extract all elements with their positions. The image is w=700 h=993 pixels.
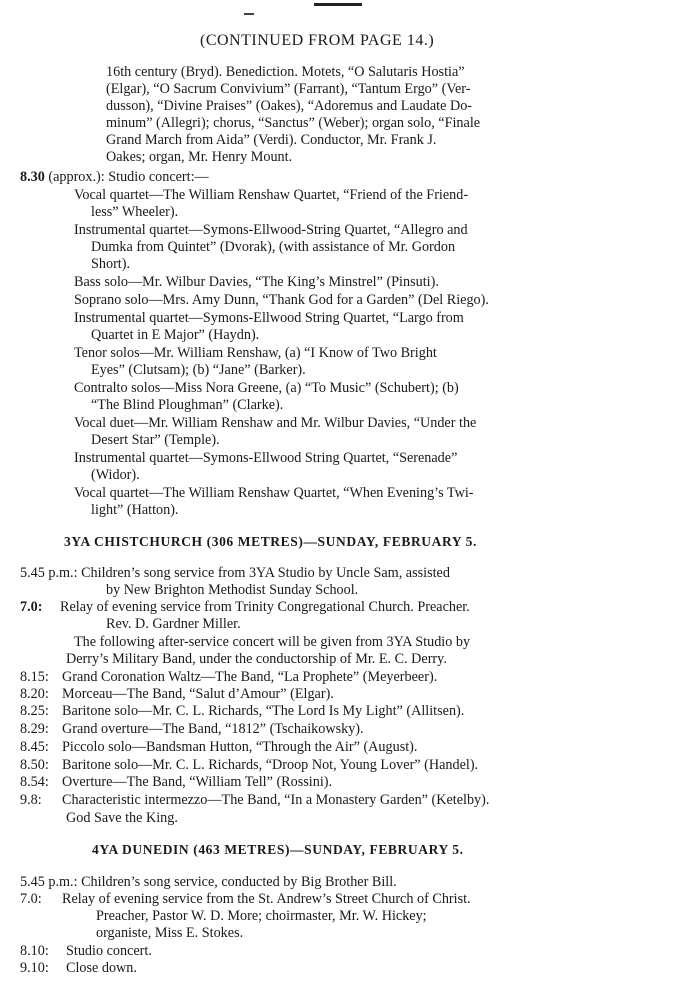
- program-line: Dumka from Quintet” (Dvorak), (with assistance of Mr. Gordon: [91, 239, 456, 255]
- program-line: Quartet in E Major” (Haydn).: [91, 327, 260, 343]
- schedule-line: [20, 739, 417, 755]
- program-line: Instrumental quartet—Symons-Ellwood-String Quartet, “Allegro and: [74, 222, 468, 238]
- schedule-text: Characteristic intermezzo—The Band, “In a Monastery Garden” (Ketelby).: [62, 792, 490, 808]
- schedule-text: Close down.: [66, 960, 137, 976]
- schedule-line: [20, 669, 437, 685]
- schedule-text: Relay of evening service from the St. Andrew’s Street Church of Christ.: [62, 891, 471, 907]
- program-line: Tenor solos—Mr. William Renshaw, (a) “I Know of Two Bright: [74, 345, 437, 361]
- schedule-line: [20, 686, 334, 702]
- program-line: “The Blind Ploughman” (Clarke).: [91, 397, 284, 413]
- schedule-line: [20, 774, 332, 790]
- schedule-line: Derry’s Military Band, under the conductorship of Mr. E. C. Derry.: [66, 651, 447, 667]
- time-label: 7.0:: [20, 891, 42, 907]
- schedule-line: organiste, Miss E. Stokes.: [96, 925, 244, 941]
- program-line: Vocal duet—Mr. William Renshaw and Mr. Wilbur Davies, “Under the: [74, 415, 477, 431]
- text-line: 16th century (Bryd). Benediction. Motets, “O Salutaris Hostia”: [106, 64, 465, 80]
- time-label: 7.0:: [20, 599, 43, 615]
- schedule-line: God Save the King.: [66, 810, 178, 826]
- program-line: Desert Star” (Temple).: [91, 432, 220, 448]
- schedule-line: [20, 599, 470, 615]
- schedule-text: Overture—The Band, “William Tell” (Rossini).: [62, 774, 333, 790]
- time-label: 5.45: [20, 565, 45, 581]
- schedule-line: [20, 792, 489, 808]
- program-line: Soprano solo—Mrs. Amy Dunn, “Thank God for a Garden” (Del Riego).: [74, 292, 489, 308]
- text-line: minum” (Allegri); chorus, “Sanctus” (Weber); organ solo, “Finale: [106, 115, 481, 131]
- time-label: 8.50:: [20, 757, 49, 773]
- studio-concert-label: (approx.): Studio concert:—: [48, 169, 209, 185]
- section-heading-3ya: 3YA CHISTCHURCH (306 METRES)—SUNDAY, FEBRUARY 5.: [64, 534, 478, 549]
- schedule-line: [20, 874, 397, 890]
- program-line: (Widor).: [91, 467, 140, 483]
- schedule-line: Preacher, Pastor W. D. More; choirmaster, Mr. W. Hickey;: [96, 908, 427, 924]
- studio-concert-line: [20, 169, 209, 185]
- text-line: dusson), “Divine Praises” (Oakes), “Adoremus and Laudate Do-: [106, 98, 473, 114]
- schedule-text: Baritone solo—Mr. C. L. Richards, “Droop Not, Young Lover” (Handel).: [62, 757, 479, 773]
- time-label: 8.29:: [20, 721, 49, 737]
- program-line: Eyes” (Clutsam); (b) “Jane” (Barker).: [91, 362, 306, 378]
- program-line: Instrumental quartet—Symons-Ellwood String Quartet, “Serenade”: [74, 450, 458, 466]
- schedule-text: Relay of evening service from Trinity Congregational Church. Preacher.: [60, 599, 470, 615]
- schedule-text: Grand overture—The Band, “1812” (Tschaikowsky).: [62, 721, 364, 737]
- schedule-text: p.m.: Children’s song service from 3YA Studio by Uncle Sam, assisted: [48, 565, 450, 581]
- schedule-line: [20, 703, 464, 719]
- time-label: 8.25:: [20, 703, 49, 719]
- schedule-text: Baritone solo—Mr. C. L. Richards, “The Lord Is My Light” (Allitsen).: [62, 703, 465, 719]
- time-label: 8.20:: [20, 686, 49, 702]
- time-label: 8.10:: [20, 943, 49, 959]
- program-line: Contralto solos—Miss Nora Greene, (a) “To Music” (Schubert); (b): [74, 380, 459, 396]
- schedule-text: Studio concert.: [66, 943, 152, 959]
- schedule-line: Rev. D. Gardner Miller.: [106, 616, 241, 632]
- text-line: Oakes; organ, Mr. Henry Mount.: [106, 149, 293, 165]
- program-line: Instrumental quartet—Symons-Ellwood String Quartet, “Largo from: [74, 310, 464, 326]
- program-line: less” Wheeler).: [91, 204, 179, 220]
- text-line: Grand March from Aida” (Verdi). Conductor, Mr. Frank J.: [106, 132, 437, 148]
- time-label: 8.54:: [20, 774, 49, 790]
- schedule-line: [20, 891, 471, 907]
- program-line: Vocal quartet—The William Renshaw Quartet, “When Evening’s Twi-: [74, 485, 474, 501]
- program-line: light” (Hatton).: [91, 502, 179, 518]
- schedule-text: p.m.: Children’s song service, conducted by Big Brother Bill.: [48, 874, 397, 890]
- time-label: 9.8:: [20, 792, 42, 808]
- top-rule: [314, 3, 362, 6]
- time-label: 9.10:: [20, 960, 49, 976]
- time-label: 5.45: [20, 874, 45, 890]
- time-label: 8.45:: [20, 739, 49, 755]
- text-line: (Elgar), “O Sacrum Convivium” (Farrant), “Tantum Ergo” (Ver-: [106, 81, 471, 97]
- schedule-text: Morceau—The Band, “Salut d’Amour” (Elgar).: [62, 686, 334, 702]
- schedule-line: [20, 721, 364, 737]
- program-line: Vocal quartet—The William Renshaw Quartet, “Friend of the Friend-: [74, 187, 469, 203]
- time-label: 8.30: [20, 169, 45, 185]
- schedule-text: Grand Coronation Waltz—The Band, “La Prophete” (Meyerbeer).: [62, 669, 438, 685]
- program-line: Short).: [91, 256, 131, 272]
- section-heading-4ya: 4YA DUNEDIN (463 METRES)—SUNDAY, FEBRUARY 5.: [92, 842, 464, 857]
- schedule-line: [20, 757, 478, 773]
- schedule-line: The following after-service concert will be given from 3YA Studio by: [74, 634, 471, 650]
- schedule-line: by New Brighton Methodist Sunday School.: [106, 582, 359, 598]
- schedule-text: Piccolo solo—Bandsman Hutton, “Through the Air” (August).: [62, 739, 418, 755]
- continued-header: (CONTINUED FROM PAGE 14.): [200, 32, 435, 49]
- schedule-line: [20, 565, 450, 581]
- program-line: Bass solo—Mr. Wilbur Davies, “The King’s Minstrel” (Pinsuti).: [74, 274, 439, 290]
- schedule-line: [20, 943, 152, 959]
- top-dash: [244, 13, 254, 15]
- schedule-line: [20, 960, 137, 976]
- time-label: 8.15:: [20, 669, 49, 685]
